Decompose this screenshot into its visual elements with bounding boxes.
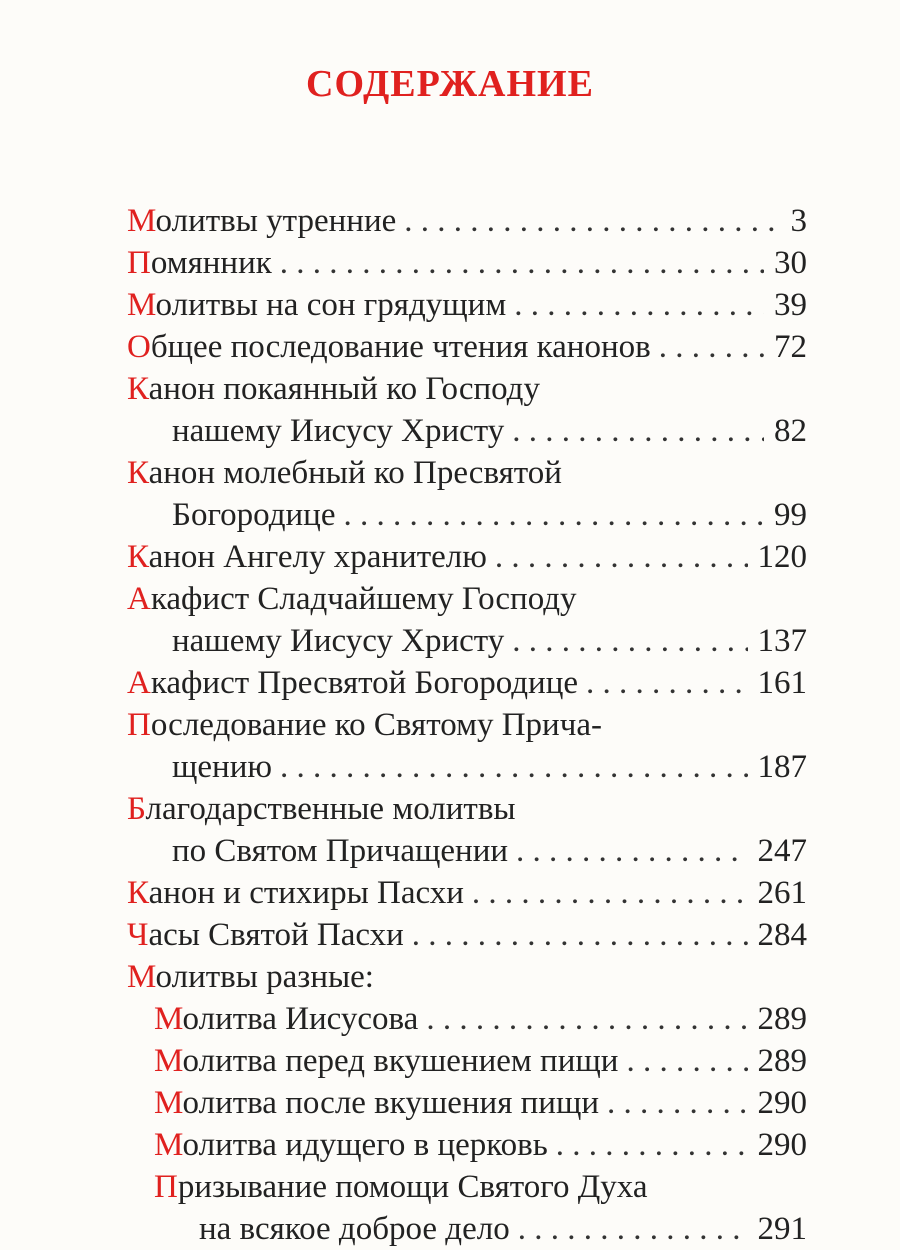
page-number: 284: [757, 917, 807, 953]
toc-entry[interactable]: [127, 536, 807, 578]
toc-entry-text: олитва перед вкушением пищи: [182, 1043, 619, 1079]
toc-entry-text: оследование ко Святому Прича-: [150, 707, 602, 743]
toc-entry-title: [154, 1124, 548, 1166]
dot-leader: [514, 284, 764, 326]
drop-initial: К: [127, 875, 149, 911]
dot-leader: [512, 620, 747, 662]
toc-entry-title: [127, 662, 578, 704]
page-number: 187: [757, 749, 807, 785]
toc-entry-title: [154, 1082, 599, 1124]
toc-entry[interactable]: [127, 368, 807, 410]
toc-entry[interactable]: [127, 788, 807, 830]
drop-initial: М: [154, 1085, 183, 1121]
drop-initial: К: [127, 371, 149, 407]
page-title: СОДЕРЖАНИЕ: [306, 63, 594, 105]
drop-initial: М: [127, 287, 156, 323]
drop-initial: М: [127, 959, 156, 995]
toc-entry-continuation[interactable]: [127, 1208, 807, 1250]
toc-entry[interactable]: [127, 956, 807, 998]
toc-entry-text: кафист Пресвятой Богородице: [150, 665, 579, 701]
dot-leader: [626, 1040, 747, 1082]
drop-initial: К: [127, 539, 149, 575]
drop-initial: К: [127, 455, 149, 491]
page-number: 99: [774, 497, 807, 533]
toc-entry-continuation[interactable]: [127, 746, 807, 788]
toc-entry-text: олитвы утренние: [155, 203, 397, 239]
toc-entry-title: [127, 788, 516, 830]
toc-entry-title: [154, 1040, 618, 1082]
toc-entry-continuation[interactable]: [127, 494, 807, 536]
toc-entry-title: [154, 1166, 647, 1208]
drop-initial: М: [154, 1043, 183, 1079]
drop-initial: П: [154, 1169, 178, 1205]
toc-entry[interactable]: [127, 662, 807, 704]
toc-entry[interactable]: [127, 1040, 807, 1082]
toc-entry[interactable]: [127, 704, 807, 746]
toc-entry-text: олитва Иисусова: [182, 1001, 419, 1037]
dot-leader: [280, 242, 764, 284]
page-number: 290: [757, 1127, 807, 1163]
toc-entry[interactable]: [127, 326, 807, 368]
toc-entry-title: [127, 704, 602, 746]
drop-initial: П: [127, 245, 151, 281]
toc-entry[interactable]: [127, 452, 807, 494]
toc-entry-text: по Святом Причащении: [172, 833, 509, 869]
toc-entry-text: анон покаянный ко Господу: [148, 371, 540, 407]
drop-initial: А: [127, 581, 151, 617]
page-number: 137: [757, 623, 807, 659]
toc-entry-text: ризывание помощи Святого Духа: [177, 1169, 648, 1205]
toc-entry-title: [127, 452, 562, 494]
page-number: 291: [757, 1211, 807, 1247]
toc-entry-text: асы Святой Пасхи: [148, 917, 404, 953]
toc-entry[interactable]: [127, 914, 807, 956]
toc-entry-title: [127, 536, 487, 578]
page-number: 39: [774, 287, 807, 323]
dot-leader: [607, 1082, 747, 1124]
table-of-contents: [127, 200, 807, 1250]
dot-leader: [426, 998, 747, 1040]
dot-leader: [280, 746, 747, 788]
dot-leader: [404, 200, 780, 242]
toc-entry-title: [127, 914, 404, 956]
toc-entry-title: [127, 578, 577, 620]
toc-entry-text: анон и стихиры Пасхи: [148, 875, 464, 911]
dot-leader: [556, 1124, 748, 1166]
drop-initial: Б: [127, 791, 146, 827]
drop-initial: А: [127, 665, 151, 701]
toc-entry-text: нашему Иисусу Христу: [172, 413, 505, 449]
toc-entry-text: олитвы разные:: [155, 959, 374, 995]
toc-entry[interactable]: [127, 998, 807, 1040]
toc-entry-text: щению: [172, 749, 273, 785]
toc-entry-title: [127, 200, 396, 242]
dot-leader: [495, 536, 748, 578]
page-number: 289: [757, 1043, 807, 1079]
page-number: 289: [757, 1001, 807, 1037]
page-number: 247: [757, 833, 807, 869]
toc-entry[interactable]: [127, 1082, 807, 1124]
drop-initial: П: [127, 707, 151, 743]
dot-leader: [516, 830, 747, 872]
toc-entry[interactable]: [127, 284, 807, 326]
dot-leader: [586, 662, 747, 704]
toc-entry-text: олитва идущего в церковь: [182, 1127, 548, 1163]
toc-entry-text: олитва после вкушения пищи: [182, 1085, 600, 1121]
toc-entry[interactable]: [127, 200, 807, 242]
toc-entry-text: Богородице: [172, 497, 336, 533]
toc-entry[interactable]: [127, 1166, 807, 1208]
page-number: 3: [790, 203, 807, 239]
drop-initial: М: [127, 203, 156, 239]
page-number: 30: [774, 245, 807, 281]
page-number: 72: [774, 329, 807, 365]
toc-entry[interactable]: [127, 242, 807, 284]
page-number: 161: [757, 665, 807, 701]
drop-initial: О: [127, 329, 151, 365]
toc-entry-title: [127, 326, 651, 368]
toc-entry-title: [127, 368, 540, 410]
page-number: 261: [757, 875, 807, 911]
toc-entry[interactable]: [127, 578, 807, 620]
toc-entry-text: бщее последование чтения канонов: [150, 329, 651, 365]
toc-entry-text: омянник: [150, 245, 272, 281]
toc-entry-title: [154, 998, 418, 1040]
toc-entry[interactable]: [127, 872, 807, 914]
toc-entry-title: [127, 956, 374, 998]
toc-entry-continuation[interactable]: [127, 620, 807, 662]
page-number: 290: [757, 1085, 807, 1121]
toc-entry-text: лагодарственные молитвы: [145, 791, 516, 827]
toc-entry-text: на всякое доброе дело: [199, 1211, 510, 1247]
page-number: 120: [757, 539, 807, 575]
toc-entry-continuation[interactable]: [127, 830, 807, 872]
drop-initial: Ч: [127, 917, 149, 953]
toc-entry-text: кафист Сладчайшему Господу: [150, 581, 577, 617]
toc-entry-continuation[interactable]: [127, 410, 807, 452]
page-number: 82: [774, 413, 807, 449]
toc-entry-text: анон молебный ко Пресвятой: [148, 455, 562, 491]
toc-entry-text: анон Ангелу хранителю: [148, 539, 487, 575]
dot-leader: [472, 872, 748, 914]
dot-leader: [512, 410, 764, 452]
toc-entry-text: олитвы на сон грядущим: [155, 287, 507, 323]
drop-initial: М: [154, 1127, 183, 1163]
dot-leader: [412, 914, 748, 956]
drop-initial: М: [154, 1001, 183, 1037]
dot-leader: [343, 494, 764, 536]
dot-leader: [518, 1208, 748, 1250]
toc-entry-text: нашему Иисусу Христу: [172, 623, 505, 659]
toc-entry-title: [127, 242, 272, 284]
toc-entry-title: [127, 872, 464, 914]
dot-leader: [659, 326, 764, 368]
toc-entry-title: [127, 284, 506, 326]
toc-entry[interactable]: [127, 1124, 807, 1166]
